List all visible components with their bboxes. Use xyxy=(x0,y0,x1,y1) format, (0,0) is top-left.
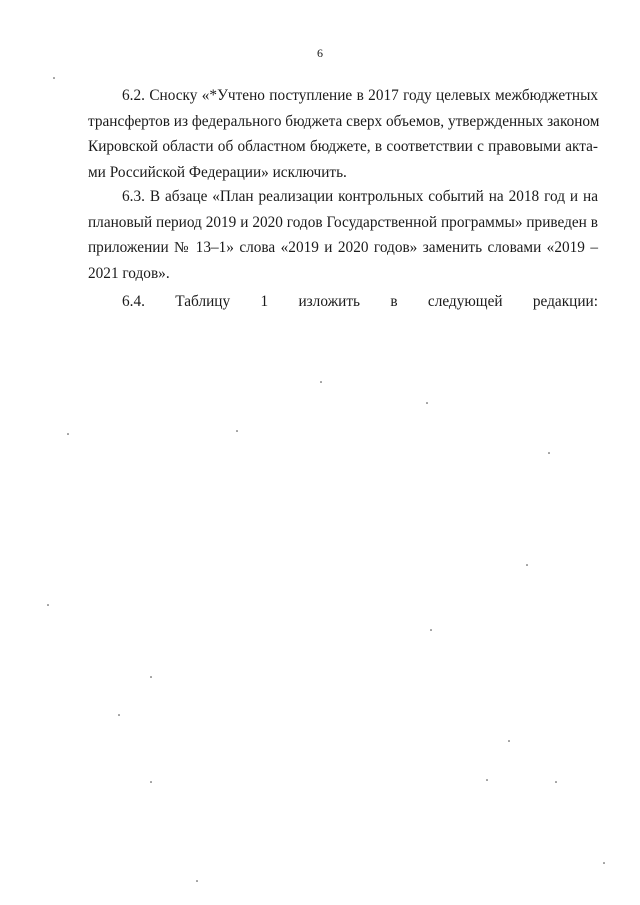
scan-speck xyxy=(196,880,198,882)
word: Таблицу xyxy=(175,293,231,310)
scan-speck xyxy=(430,629,432,631)
scan-speck xyxy=(236,430,238,432)
word: изложить xyxy=(298,293,360,310)
paragraph-line: плановый период 2019 и 2020 годов Государственной программы» приведен в xyxy=(88,213,598,231)
scan-speck xyxy=(67,433,69,435)
scan-speck xyxy=(150,781,152,783)
scan-speck xyxy=(508,740,510,742)
paragraph-line: 2021 годов». xyxy=(88,264,170,282)
scan-speck xyxy=(426,402,428,404)
paragraph-line xyxy=(88,289,598,315)
scan-speck xyxy=(53,77,55,79)
paragraph-6-2 xyxy=(88,83,598,185)
paragraph-line: трансфертов из федерального бюджета сверх объемов, утвержденных законом xyxy=(88,112,600,130)
scan-speck xyxy=(603,862,605,864)
paragraph-line: ми Российской Федерации» исключить. xyxy=(88,163,347,181)
word: следующей xyxy=(427,293,503,310)
paragraph-line: 6.2. Сноску «*Учтено поступление в 2017 году целевых межбюджетных xyxy=(122,87,598,104)
paragraph-line: приложении № 13–1» слова «2019 и 2020 годов» заменить словами «2019 – xyxy=(88,239,598,256)
word: редакции: xyxy=(532,293,598,310)
word: 1 xyxy=(260,293,269,310)
scan-speck xyxy=(486,779,488,781)
paragraph-line: 6.3. В абзаце «План реализации контрольных событий на 2018 год и на xyxy=(122,188,598,205)
scan-speck xyxy=(320,381,322,383)
paragraph-6-3 xyxy=(88,184,598,286)
scan-speck xyxy=(150,676,152,678)
paragraph-line: Кировской области об областном бюджете, в соответствии с правовыми акта- xyxy=(88,138,598,155)
word: 6.4. xyxy=(122,293,145,310)
scan-speck xyxy=(118,714,120,716)
word: в xyxy=(390,293,398,310)
scan-speck xyxy=(526,564,528,566)
scan-speck xyxy=(555,781,557,783)
scan-speck xyxy=(548,452,550,454)
scan-speck xyxy=(47,604,49,606)
page-number: 6 xyxy=(317,46,323,60)
paragraph-6-4 xyxy=(88,289,598,315)
